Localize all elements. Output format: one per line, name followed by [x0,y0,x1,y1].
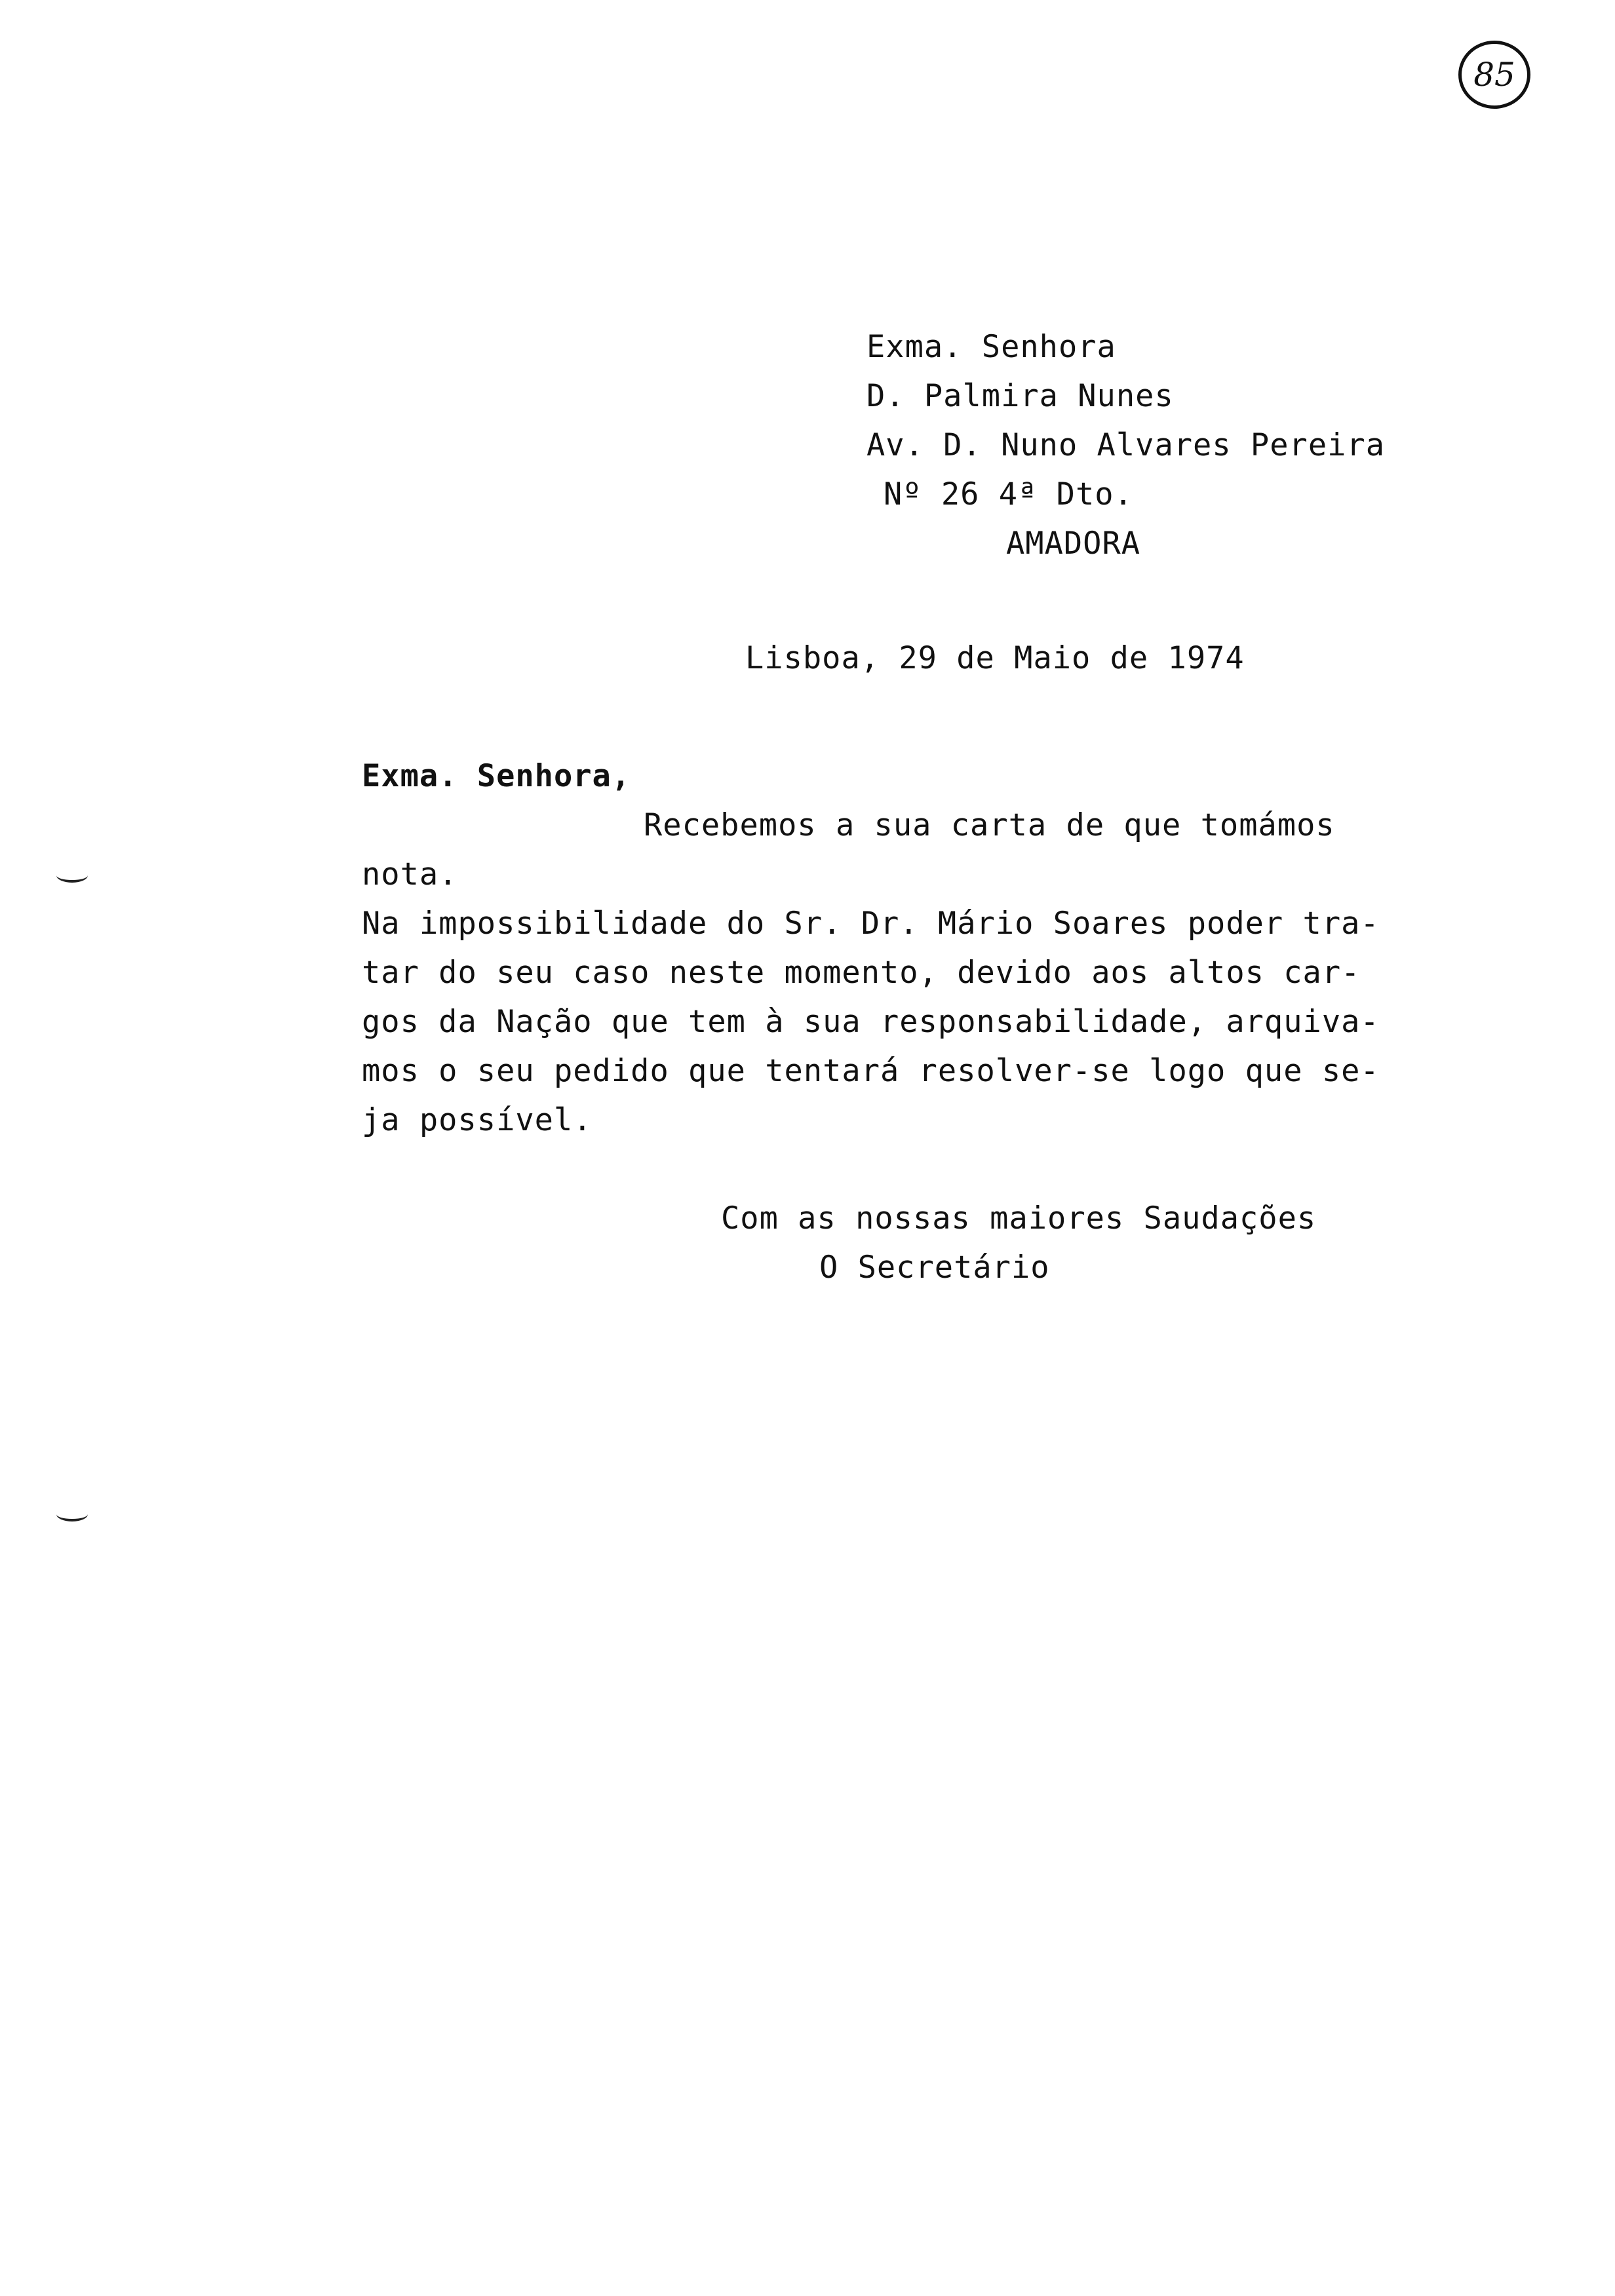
recipient-street: Av. D. Nuno Alvares Pereira [866,427,1386,463]
body-line: Na impossibilidade do Sr. Dr. Mário Soares poder tra- [362,906,1380,942]
body-line: nota. [362,856,458,892]
date-line: Lisboa, 29 de Maio de 1974 [745,640,1245,676]
body-line: mos o seu pedido que tentará resolver-se logo que se- [362,1053,1380,1089]
closing-line: Com as nossas maiores Saudações [721,1200,1317,1236]
recipient-salutation: Exma. Senhora [866,329,1116,365]
margin-mark [56,868,88,883]
margin-mark [56,1507,88,1521]
greeting: Exma. Senhora, [362,758,631,794]
recipient-city: AMADORA [1006,526,1141,562]
body-line: tar do seu caso neste momento, devido aos altos car- [362,955,1361,991]
body-line: Recebemos a sua carta de que tomámos [644,807,1335,843]
recipient-number: Nº 26 4ª Dto. [884,476,1133,512]
body-line: ja possível. [362,1102,593,1138]
recipient-name: D. Palmira Nunes [866,378,1174,414]
page-number-stamp: 85 [1458,41,1530,109]
signature-title: O Secretário [819,1250,1050,1286]
body-line: gos da Nação que tem à sua responsabilidade, arquiva- [362,1004,1380,1040]
